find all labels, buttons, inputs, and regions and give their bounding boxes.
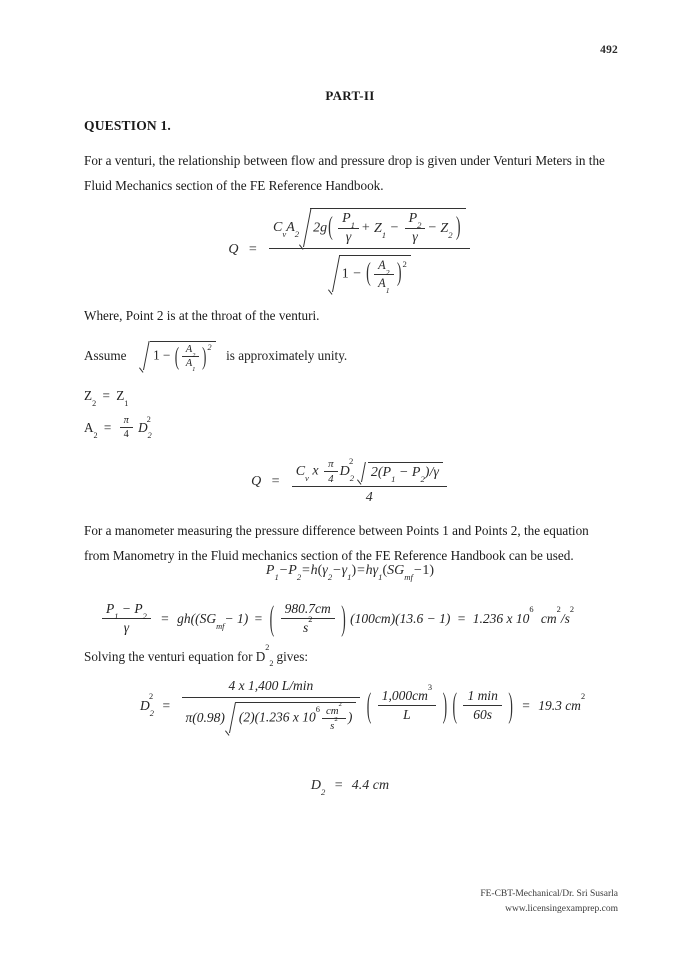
d-sub: 2	[147, 430, 152, 440]
manometer-paragraph: For a manometer measuring the pressure difference between Points 1 and Points 2, the equation from Manometry in the Fluid mechanics section of the FE Reference Handbook can be used.	[84, 523, 589, 563]
question-heading: QUESTION 1.	[84, 118, 171, 133]
cv-symbol-2	[295, 463, 309, 484]
pg-sg-letter: SG	[199, 610, 217, 626]
dsq-radicand	[236, 702, 356, 733]
z1-subscript: 1	[381, 230, 387, 241]
d-letter-2: D	[339, 463, 350, 479]
dsq-conv2-parens	[451, 688, 513, 723]
z1-rhs	[116, 387, 129, 409]
man-p1	[265, 563, 279, 583]
final-d2	[310, 778, 326, 798]
assume-prefix: Assume	[84, 347, 127, 363]
multiply-x: x	[312, 463, 319, 479]
venturi-denominator-radical	[328, 255, 411, 295]
final-d-letter: D	[310, 778, 321, 793]
pi-over-four	[120, 415, 133, 440]
pg-p2: P	[134, 601, 143, 616]
q-simpl-equals: =	[270, 474, 281, 489]
man-p2	[288, 563, 302, 583]
man-minus-3: −	[412, 563, 423, 578]
d2sq-2	[339, 456, 355, 484]
p2-subscript: 2	[417, 220, 422, 231]
pg-sg-sub: mf	[216, 621, 225, 631]
pi-over-four-2	[324, 458, 337, 485]
solving-line	[84, 643, 308, 669]
pg-minus: −	[118, 601, 135, 616]
pg-result-exp: 6	[529, 605, 534, 615]
gravity-den-sup: 2	[308, 614, 313, 624]
ratio-exponent: 2	[402, 259, 407, 270]
solving-text: Solving the venturi equation for D	[84, 648, 266, 664]
solving-sub: 2	[269, 659, 274, 669]
one-literal: 1	[341, 266, 349, 282]
assume-parens	[174, 344, 208, 374]
pg-result-value: 1.236 x 10	[472, 610, 530, 626]
man-sg-sub: mf	[404, 572, 413, 583]
four-den-2: 4	[328, 473, 334, 485]
part-title: PART-II	[325, 88, 375, 103]
man-one: 1	[422, 563, 430, 578]
gamma-2: γ	[412, 230, 418, 245]
conv1-num-val: 1,000cm	[381, 688, 428, 703]
pg-units-s: /s	[560, 610, 570, 626]
assume-exponent: 2	[207, 342, 212, 352]
final-answer-equation	[0, 778, 700, 798]
venturi-inner-parens	[327, 211, 461, 246]
p1-term	[338, 211, 359, 229]
a2-lhs-sub: 2	[93, 430, 98, 440]
a2-relation-equation	[84, 415, 151, 440]
minus-sign-3: −	[352, 266, 362, 282]
venturi-radicand	[310, 208, 465, 247]
pg-big-parens	[269, 601, 347, 636]
conv1-num-sup: 3	[427, 682, 433, 692]
dsq-conv2-fraction	[463, 688, 501, 723]
man-hgamma-letter: hγ	[365, 563, 379, 578]
p1-over-gamma	[338, 211, 359, 246]
venturi-numerator-radical	[299, 208, 465, 247]
a2-num	[374, 258, 393, 275]
rad-2p1: 2(P	[370, 464, 392, 480]
dsq-equals: =	[162, 697, 171, 713]
d-sub-2: 2	[349, 473, 355, 484]
dsq-result-sup: 2	[580, 692, 586, 702]
q-simplified-equation	[0, 458, 700, 506]
venturi-equation	[0, 208, 700, 295]
pg-result-units	[537, 605, 575, 627]
gravity-fraction	[281, 601, 335, 636]
z1-letter: Z	[373, 220, 382, 236]
pg-gh: gh((	[177, 610, 200, 626]
z-equals: =	[102, 387, 110, 403]
assume-a1	[182, 357, 200, 374]
pg-minus-one: − 1)	[224, 610, 249, 626]
dsq-conv1-parens	[366, 682, 448, 723]
man-equals-2: =	[356, 563, 366, 578]
a2-num-letter: A	[378, 258, 386, 272]
man-minus-2: −	[332, 563, 342, 578]
gravity-num: ( 980.7cm	[281, 601, 335, 619]
assume-line	[84, 341, 348, 374]
dp-numerator	[102, 601, 151, 622]
man-gamma1-sub: 1	[347, 572, 352, 583]
rad-minus: − P	[395, 464, 421, 480]
pg-equals-1: =	[161, 610, 169, 626]
dsq-rad-open: (2)(1.236 x 10	[238, 709, 316, 725]
assume-a1-sub: 1	[192, 366, 196, 374]
a2-lhs-letter: A	[84, 419, 94, 435]
pg-result	[472, 605, 534, 627]
z-relation-equation	[84, 387, 129, 409]
assume-minus: −	[162, 347, 171, 363]
assume-a2-sub: 2	[192, 352, 196, 360]
dsq-conv1-fraction	[378, 682, 436, 723]
conv1-num	[378, 682, 436, 706]
conv2-den: 60s	[473, 707, 492, 722]
assume-a-ratio	[182, 344, 200, 374]
conv2-num: ( 1 min	[463, 688, 501, 706]
dsq-units-fraction	[322, 700, 346, 732]
a-ratio-parens	[365, 258, 402, 295]
dsq-rad-close: )	[347, 709, 353, 725]
dsq-pi-term: π(0.98)	[185, 709, 225, 725]
man-hgamma1	[365, 563, 383, 583]
man-p2-letter: P	[288, 563, 297, 578]
p2-over-gamma	[405, 211, 426, 246]
a2-equals: =	[103, 419, 112, 435]
plus-sign: +	[361, 220, 371, 236]
dsq-result-val: 19.3 cm	[538, 697, 581, 713]
z2-lhs-letter: Z	[84, 387, 93, 403]
assume-radicand	[150, 341, 215, 374]
dsq-result	[538, 692, 586, 714]
final-d-sub: 2	[321, 787, 326, 798]
venturi-den-radicand	[339, 255, 411, 295]
cv2-sub: v	[305, 473, 309, 484]
venturi-numerator	[269, 208, 470, 249]
gamma-1: γ	[345, 230, 352, 245]
p1-letter: P	[342, 211, 351, 226]
venturi-fraction	[269, 208, 470, 295]
pg-units-cm-sup: 2	[556, 605, 561, 615]
dsq-rad-exp: 6	[315, 704, 320, 714]
gravity-den	[281, 614, 335, 636]
dsq-units-den	[322, 715, 346, 732]
dsq-denominator	[182, 698, 361, 733]
a1-den-letter: A	[378, 276, 386, 290]
dsq-equals-2: =	[522, 697, 530, 713]
dsq-lhs-sub: 2	[149, 708, 154, 718]
man-minus-1: −	[278, 563, 289, 578]
minus-sign-2: −	[427, 220, 437, 236]
assume-one: 1	[153, 347, 160, 363]
footer-author: FE-CBT-Mechanical/Dr. Sri Susarla	[480, 889, 618, 899]
man-gamma2	[322, 563, 333, 583]
a2-num-sub: 2	[385, 267, 390, 277]
two-g: 2g	[313, 220, 328, 236]
a2-subscript: 2	[294, 229, 300, 240]
assume-a1-letter: A	[185, 358, 193, 369]
cv-symbol	[273, 219, 287, 240]
man-gamma1-letter: γ	[341, 563, 348, 578]
q-simpl-fraction	[292, 458, 447, 506]
rad-tail: )/γ	[424, 464, 439, 480]
dsq-lhs-letter: D	[140, 697, 150, 713]
solving-sup: 2	[265, 643, 270, 653]
page-number: 492	[600, 44, 618, 56]
pg-p1: P	[106, 601, 115, 616]
minus-sign-1: −	[389, 220, 400, 236]
gravity-den-s: s	[302, 620, 309, 635]
conv1-den: L	[403, 707, 411, 722]
man-close-paren: )	[351, 563, 357, 578]
dsq-units-s: s	[330, 720, 335, 732]
p2-letter: P	[408, 211, 418, 226]
a2-lhs	[84, 419, 98, 440]
man-p1-sub: 1	[274, 572, 279, 583]
pg-units-s-sup: 2	[569, 605, 575, 615]
z2-subscript: 2	[448, 230, 453, 241]
p1-subscript: 1	[350, 220, 356, 231]
rad-p2-sub: 2	[420, 473, 425, 484]
q-simpl-lhs: Q	[251, 474, 262, 489]
a1-den	[374, 275, 393, 295]
man-close-paren-2: )	[429, 563, 435, 578]
dsq-units-cm: cm	[325, 705, 339, 717]
z2-letter: Z	[440, 220, 449, 236]
venturi-denominator	[269, 249, 470, 295]
pg-sg	[199, 610, 225, 631]
solving-tail: gives:	[276, 648, 308, 664]
dsq-lhs-sup: 2	[148, 692, 154, 702]
man-hgamma-sub: 1	[378, 572, 383, 583]
man-p1-letter: P	[265, 563, 275, 578]
pg-equals-3: =	[457, 610, 466, 626]
assume-a2-letter: A	[185, 344, 193, 355]
pg-height-term: (100cm)	[350, 610, 396, 626]
pi-num-2: π	[324, 458, 337, 472]
final-value: 4.4 cm	[351, 778, 390, 793]
dsq-radical	[225, 702, 356, 733]
man-open-paren: (	[317, 563, 323, 578]
final-equals: =	[333, 778, 344, 793]
q-simpl-numerator	[292, 458, 447, 487]
d-sup: 2	[146, 414, 151, 424]
a2-over-a1	[374, 258, 393, 295]
dsq-lhs	[140, 692, 154, 718]
intro-paragraph: For a venturi, the relationship between flow and pressure drop is given under Venturi Meters in the Fluid Mechanics section of the FE Reference Handbook.	[84, 153, 605, 193]
dsq-units-s-sup: 2	[334, 715, 338, 723]
man-gamma2-letter: γ	[322, 563, 328, 578]
a2-letter: A	[286, 219, 295, 235]
man-sg	[387, 563, 413, 583]
dp-over-gamma	[102, 601, 151, 636]
pi-numerator: π	[120, 415, 133, 428]
pressure-gamma-equation	[100, 601, 574, 636]
man-sg-letter: SG	[387, 563, 405, 578]
z2-symbol	[440, 220, 453, 241]
pg-gamma-den: γ	[123, 620, 130, 635]
man-h: h	[310, 563, 318, 578]
dsq-units-cm-sup: 2	[338, 700, 342, 708]
q-simpl-denominator: 4	[365, 490, 373, 505]
z1-rhs-sub: 1	[124, 399, 129, 409]
d-sup-2: 2	[349, 456, 354, 467]
assume-radical	[139, 341, 215, 374]
dsq-main-fraction	[182, 678, 361, 733]
man-gamma2-sub: 2	[327, 572, 333, 583]
pg-p2-sub: 2	[142, 612, 147, 622]
manometry-equation	[0, 563, 700, 583]
footer-website: www.licensingexamprep.com	[505, 904, 618, 914]
z1-rhs-letter: Z	[116, 387, 125, 403]
venturi-equals: =	[248, 242, 258, 257]
where-point2-paragraph: Where, Point 2 is at the throat of the venturi.	[84, 308, 320, 323]
man-p2-sub: 2	[296, 572, 302, 583]
z2-lhs	[84, 387, 97, 409]
d-letter: D	[138, 419, 148, 435]
d2-squared-symbol	[138, 414, 152, 440]
cv-subscript: v	[282, 229, 287, 240]
dsq-numerator: 4 x 1,400 L/min	[182, 678, 361, 698]
man-open-paren-2: (	[382, 563, 388, 578]
assume-suffix: is approximately unity.	[226, 347, 348, 363]
cv2-letter: C	[295, 463, 306, 479]
cv-letter: C	[273, 219, 283, 235]
q-simpl-radicand	[368, 462, 443, 482]
q-simpl-radical	[357, 462, 443, 482]
venturi-lhs: Q	[228, 242, 239, 257]
z1-symbol	[373, 220, 387, 241]
pg-units-cm: cm	[540, 610, 557, 626]
a2-symbol	[286, 219, 300, 240]
a1-den-sub: 1	[385, 285, 390, 295]
man-equals-1: =	[301, 563, 311, 578]
d-squared-equation	[140, 678, 585, 733]
pg-equals-2: =	[254, 610, 263, 626]
rad-p1-sub: 1	[391, 473, 396, 484]
assume-a2	[182, 344, 200, 360]
pg-p1-sub: 1	[114, 612, 119, 622]
z2-lhs-sub: 2	[92, 399, 97, 409]
p2-term	[405, 211, 426, 229]
four-denominator: 4	[123, 429, 129, 440]
man-gamma1	[341, 563, 352, 583]
pg-sg-term: (13.6 − 1)	[395, 610, 451, 626]
